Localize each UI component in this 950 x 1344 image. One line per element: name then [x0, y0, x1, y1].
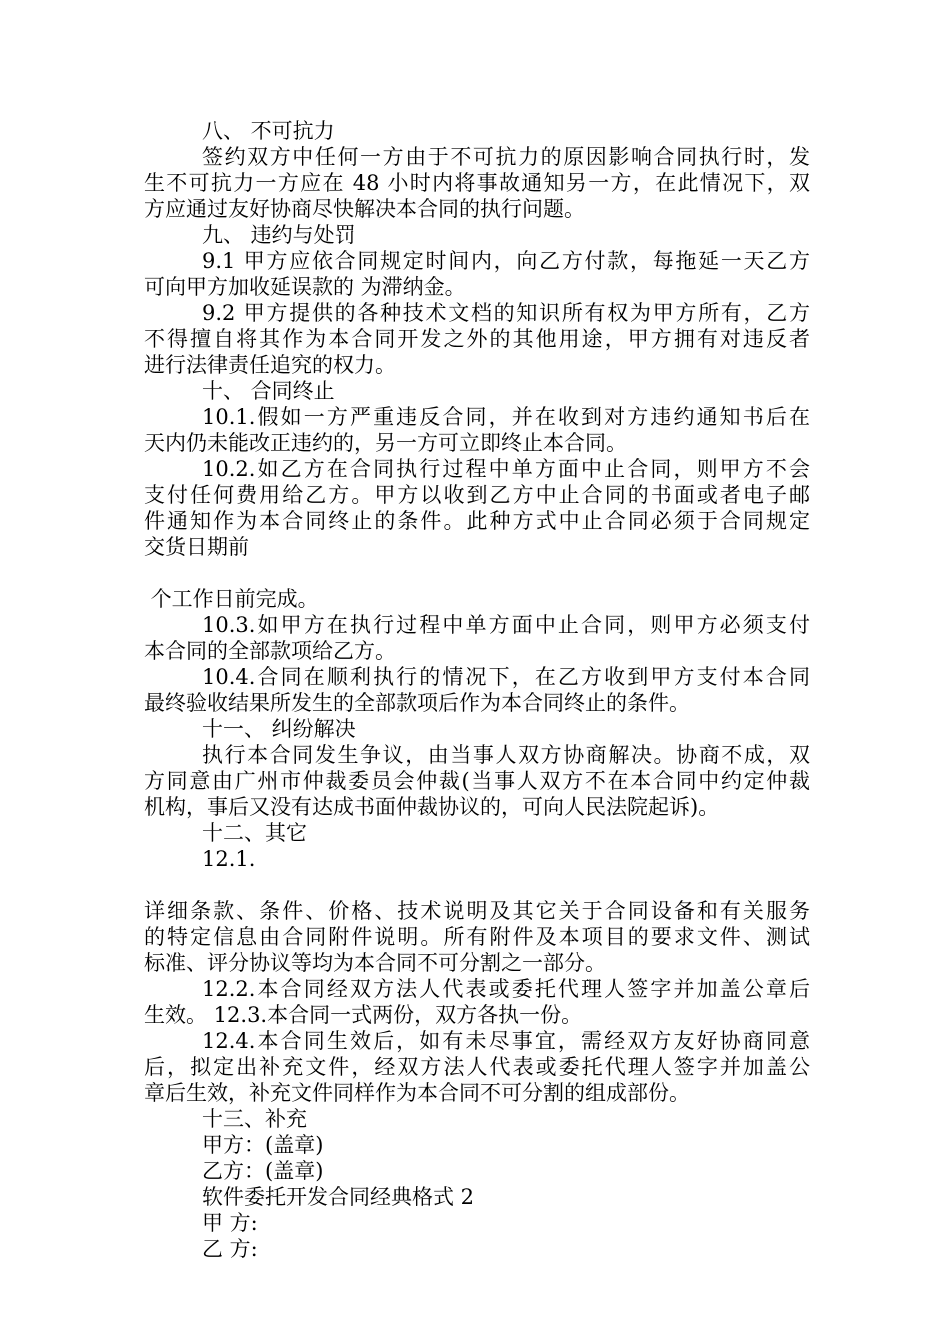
paragraph-line: 9.2 甲方提供的各种技术文档的知识所有权为甲方所有，乙方: [202, 301, 810, 325]
party-b-seal: 乙方：(盖章): [202, 1159, 324, 1183]
paragraph-line: 进行法律责任追究的权力。: [144, 353, 396, 377]
paragraph-line: 方同意由广州市仲裁委员会仲裁(当事人双方不在本合同中约定仲裁: [144, 769, 810, 793]
paragraph-line: 支付任何费用给乙方。甲方以收到乙方中止合同的书面或者电子邮: [144, 483, 810, 507]
paragraph-line: 章后生效，补充文件同样作为本合同不可分割的组成部份。: [144, 1081, 690, 1105]
paragraph-line: 件通知作为本合同终止的条件。此种方式中止合同必须于合同规定: [144, 509, 810, 533]
paragraph-line: 天内仍未能改正违约的，另一方可立即终止本合同。: [144, 431, 627, 455]
paragraph-line: 详细条款、条件、价格、技术说明及其它关于合同设备和有关服务: [144, 899, 810, 923]
party-a-seal: 甲方：(盖章): [202, 1133, 324, 1157]
paragraph-line: 执行本合同发生争议，由当事人双方协商解决。协商不成，双: [202, 743, 810, 767]
section-heading-other: 十二、其它: [202, 821, 307, 845]
section-heading-force-majeure: 八、 不可抗力: [202, 119, 335, 143]
blank-line: [144, 872, 810, 898]
paragraph-line: 10.4.合同在顺利执行的情况下，在乙方收到甲方支付本合同: [202, 665, 810, 689]
paragraph-line: 可向甲方加收延误款的 为滞纳金。: [144, 275, 466, 299]
section-heading-supplement: 十三、补充: [202, 1107, 307, 1131]
paragraph-line: 签约双方中任何一方由于不可抗力的原因影响合同执行时，发: [202, 145, 810, 169]
section-heading-dispute: 十一、 纠纷解决: [202, 717, 356, 741]
section-heading-termination: 十、 合同终止: [202, 379, 335, 403]
paragraph-line: 的特定信息由合同附件说明。所有附件及本项目的要求文件、测试: [144, 925, 810, 949]
contract-title-2: 软件委托开发合同经典格式 2: [202, 1185, 475, 1209]
paragraph-line: 12.4.本合同生效后，如有未尽事宜，需经双方友好协商同意: [202, 1029, 810, 1053]
paragraph-line: 不得擅自将其作为本合同开发之外的其他用途，甲方拥有对违反者: [144, 327, 810, 351]
paragraph-line: 后，拟定出补充文件，经双方法人代表或委托代理人签字并加盖公: [144, 1055, 810, 1079]
paragraph-line: 10.3.如甲方在执行过程中单方面中止合同，则甲方必须支付: [202, 613, 810, 637]
blank-line: [144, 560, 810, 586]
party-a-label: 甲 方:: [202, 1211, 258, 1235]
contract-text: [144, 118, 810, 1262]
paragraph-line: 12.2.本合同经双方法人代表或委托代理人签字并加盖公章后: [202, 977, 810, 1001]
paragraph-line: 方应通过友好协商尽快解决本合同的执行问题。: [144, 197, 585, 221]
paragraph-line: 10.2.如乙方在合同执行过程中单方面中止合同，则甲方不会: [202, 457, 810, 481]
paragraph-line: 9.1 甲方应依合同规定时间内，向乙方付款，每拖延一天乙方: [202, 249, 810, 273]
paragraph-line: 标准、评分协议等均为本合同不可分割之一部分。: [144, 951, 606, 975]
paragraph-line: 12.1.: [202, 847, 256, 871]
paragraph-line: 生不可抗力一方应在 48 小时内将事故通知另一方，在此情况下，双: [144, 171, 810, 195]
paragraph-line: 个工作日前完成。: [144, 587, 319, 611]
section-heading-breach: 九、 违约与处罚: [202, 223, 356, 247]
paragraph-line: 最终验收结果所发生的全部款项后作为本合同终止的条件。: [144, 691, 690, 715]
party-b-label: 乙 方:: [202, 1237, 258, 1261]
paragraph-line: 本合同的全部款项给乙方。: [144, 639, 396, 663]
paragraph-line: 生效。 12.3.本合同一式两份，双方各执一份。: [144, 1003, 583, 1027]
paragraph-line: 机构，事后又没有达成书面仲裁协议的，可向人民法院起诉)。: [144, 795, 720, 819]
paragraph-line: 交货日期前: [144, 535, 249, 559]
paragraph-line: 10.1.假如一方严重违反合同，并在收到对方违约通知书后在: [202, 405, 810, 429]
